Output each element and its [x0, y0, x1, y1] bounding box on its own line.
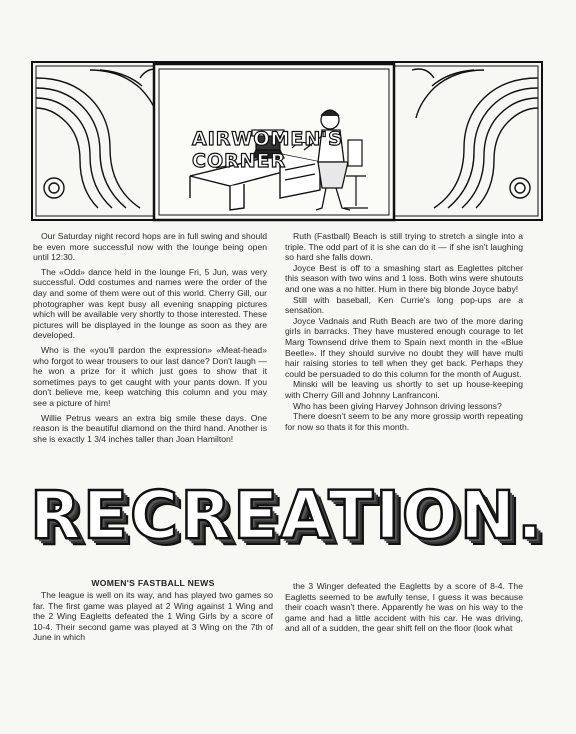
- fastball-right-column: [285, 581, 523, 634]
- paragraph: Joyce Best is off to a smashing start as Eaglettes pitcher this season with two wins and 1 loss. Both wins were shutouts and one was a no hitter. Hum in there big blonde Joyce baby!: [285, 262, 523, 294]
- paragraph: Willie Petrus wears an extra big smile these days. One reason is the beautiful diamond on the third hand. Another is she is exactly 1 3/4 inches taller than Joan Hamilton!: [33, 412, 267, 444]
- banner-title-line-2: CORNER: [192, 150, 287, 172]
- paragraph: Who has been giving Harvey Johnson driving lessons?: [293, 400, 502, 411]
- paragraph: There doesn't seem to be any more grossip worth repeating for now so thats it for this month.: [285, 411, 523, 432]
- paragraph: Joyce Vadnais and Ruth Beach are two of the more daring girls in barracks. They have mustered enough courage to let Marg Townsend drive them to Spain next month in the «Blue Beetle». If they should survive no doubt they will have multi hair raising stories to tell when they get back. Perhaps they could be persuaded to do this column for the month of August.: [285, 315, 523, 379]
- paragraph: the 3 Winger defeated the Eagletts by a score of 8-4. The Eagletts seemed to be awfully tense, I guess it was because their coach wasn't there. Apparently he was on his way to the game and had a little accident with his car. He was driving, and all of a sudden, the gear shift fell on the floor (look what: [285, 581, 523, 634]
- banner-title: [192, 128, 343, 172]
- paragraph: Ruth (Fastball) Beach is still trying to stretch a single into a triple. The odd part of it is she can do it — if she isn't laughing so hard she falls down.: [285, 231, 523, 263]
- recreation-section-title: RECREATION.: [30, 477, 545, 554]
- paragraph: Minski will be leaving us shortly to set up house-keeping with Cherry Gill and Johnny Lanfranconi.: [285, 379, 523, 400]
- paragraph: The league is well on its way, and has played two games so far. The first game was played at 2 Wing against 1 Wing and the 2 Wing Eagletts defeated the 1 Wing Girls by a score of 10-4. Their second game was played at 3 Wing on the 7th of June in which: [33, 590, 273, 643]
- paragraph: The «Odd» dance held in the lounge Fri, 5 Jun, was very successful. Odd costumes and names were the order of the day and some of them were out of this world. Cherry Gill, our photographer was kept busy all evening snapping pictures which will be available very shortly to those interested. These pictures will be displayed in the lounge as soon as they are developed.: [33, 266, 267, 341]
- left-column: [33, 231, 267, 448]
- right-column: [285, 231, 523, 432]
- paragraph: Still with baseball, Ken Currie's long pop-ups are a sensation.: [285, 294, 523, 316]
- banner-title-line-1: AIRWOMEN'S: [192, 128, 343, 150]
- paragraph: Our Saturday night record hops are in full swing and should be even more successful now with the lounge being open until 12:30.: [33, 231, 267, 263]
- fastball-heading: WOMEN'S FASTBALL NEWS: [91, 578, 215, 588]
- paragraph: Who is the «you'll pardon the expression» «Meat-head» who forgot to wear trousers to our last dance? Don't laugh — he won a prize for it which just goes to show that it sometimes pays to get caught with your pants down. If you don't believe me, keep watching this column and you may see a picture of him!: [33, 344, 267, 408]
- fastball-left-column: [33, 590, 273, 643]
- airwomens-corner-banner: [30, 58, 544, 226]
